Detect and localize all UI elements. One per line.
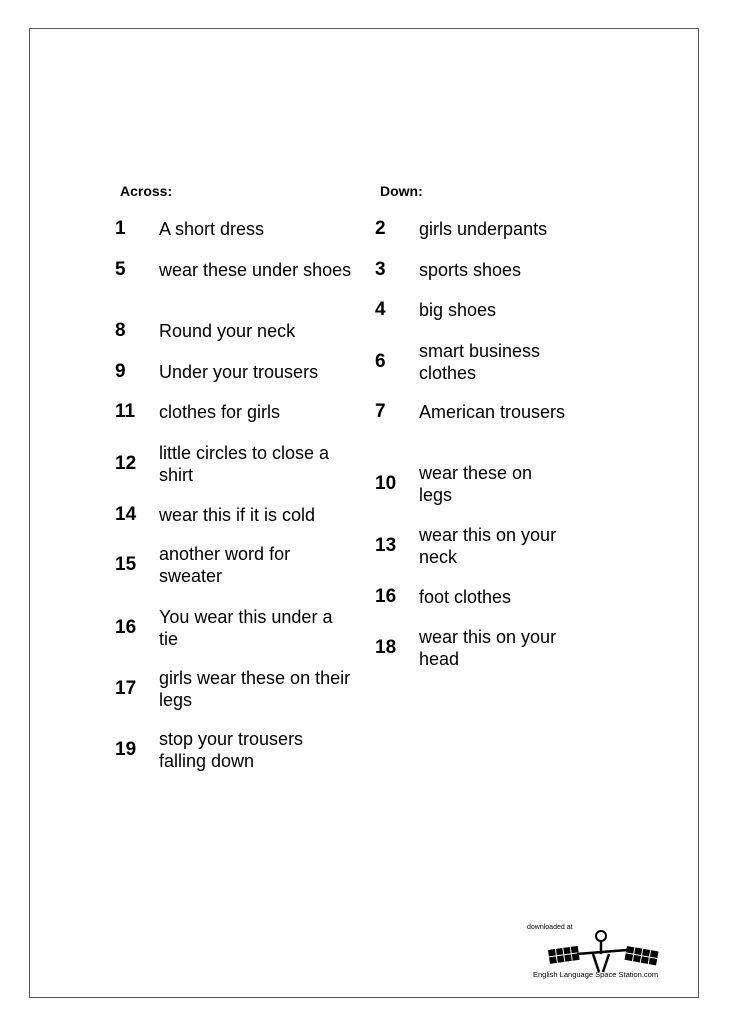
across-clue-8	[115, 320, 355, 342]
down-clue-3	[375, 259, 569, 281]
clue-number: 16	[375, 586, 397, 607]
clue-number: 11	[115, 401, 136, 422]
clue-text: wear this if it is cold	[159, 505, 316, 525]
across-clue-14	[115, 504, 355, 526]
clue-number: 8	[115, 320, 126, 341]
down-clue-4	[375, 299, 569, 321]
clue-number: 1	[115, 218, 126, 239]
down-clue-2	[375, 218, 569, 240]
clue-number: 16	[115, 617, 137, 638]
clue-number: 13	[375, 535, 397, 556]
clue-number: 19	[115, 739, 137, 760]
clue-text: big shoes	[419, 300, 497, 320]
across-clue-9	[115, 361, 355, 383]
clue-text: wear these under shoes	[159, 260, 352, 280]
clue-text: little circles to close a shirt	[159, 443, 330, 485]
clue-number: 9	[115, 361, 126, 382]
across-clue-15	[115, 543, 355, 587]
down-heading: Down:	[380, 183, 423, 199]
clue-number: 2	[375, 218, 386, 239]
clue-text: girls underpants	[419, 219, 548, 239]
clue-number: 10	[375, 473, 397, 494]
clue-text: Under your trousers	[159, 362, 319, 382]
down-clue-18	[375, 626, 569, 670]
clue-text: wear this on your neck	[419, 525, 557, 567]
clue-number: 7	[375, 401, 386, 422]
across-clue-5	[115, 259, 355, 281]
down-clue-6	[375, 340, 569, 384]
down-clue-16	[375, 586, 569, 608]
across-clue-16	[115, 606, 355, 650]
clue-text: smart business clothes	[419, 341, 541, 383]
clue-number: 3	[375, 259, 386, 280]
clue-text: American trousers	[419, 402, 566, 422]
clue-text: clothes for girls	[159, 402, 281, 422]
clue-number: 14	[115, 504, 137, 525]
clue-text: Round your neck	[159, 321, 296, 341]
clue-number: 4	[375, 299, 386, 320]
clue-text: another word for sweater	[159, 544, 291, 586]
down-clue-10	[375, 462, 569, 506]
across-clue-19	[115, 728, 355, 772]
down-clue-7	[375, 401, 569, 423]
logo-caption-top: downloaded at	[527, 924, 573, 931]
across-clue-1	[115, 218, 355, 240]
clue-number: 17	[115, 678, 137, 699]
clue-number: 6	[375, 351, 386, 372]
down-clue-13	[375, 524, 569, 568]
clue-text: wear these on legs	[419, 463, 533, 505]
clue-text: sports shoes	[419, 260, 522, 280]
space-station-logo	[515, 920, 685, 982]
clue-text: wear this on your head	[419, 627, 557, 669]
clue-number: 5	[115, 259, 126, 280]
clue-text: foot clothes	[419, 587, 512, 607]
across-heading: Across:	[120, 183, 173, 199]
clue-text: A short dress	[159, 219, 265, 239]
across-clue-11	[115, 401, 355, 423]
clue-text: girls wear these on their legs	[159, 668, 351, 710]
across-clue-17	[115, 667, 355, 711]
clue-number: 12	[115, 453, 137, 474]
across-clue-12	[115, 442, 355, 486]
clue-text: stop your trousers falling down	[159, 729, 304, 771]
clue-number: 15	[115, 554, 137, 575]
logo-caption-bottom: English Language Space Station.com	[533, 970, 659, 979]
clue-number: 18	[375, 637, 397, 658]
clue-text: You wear this under a tie	[159, 607, 333, 649]
